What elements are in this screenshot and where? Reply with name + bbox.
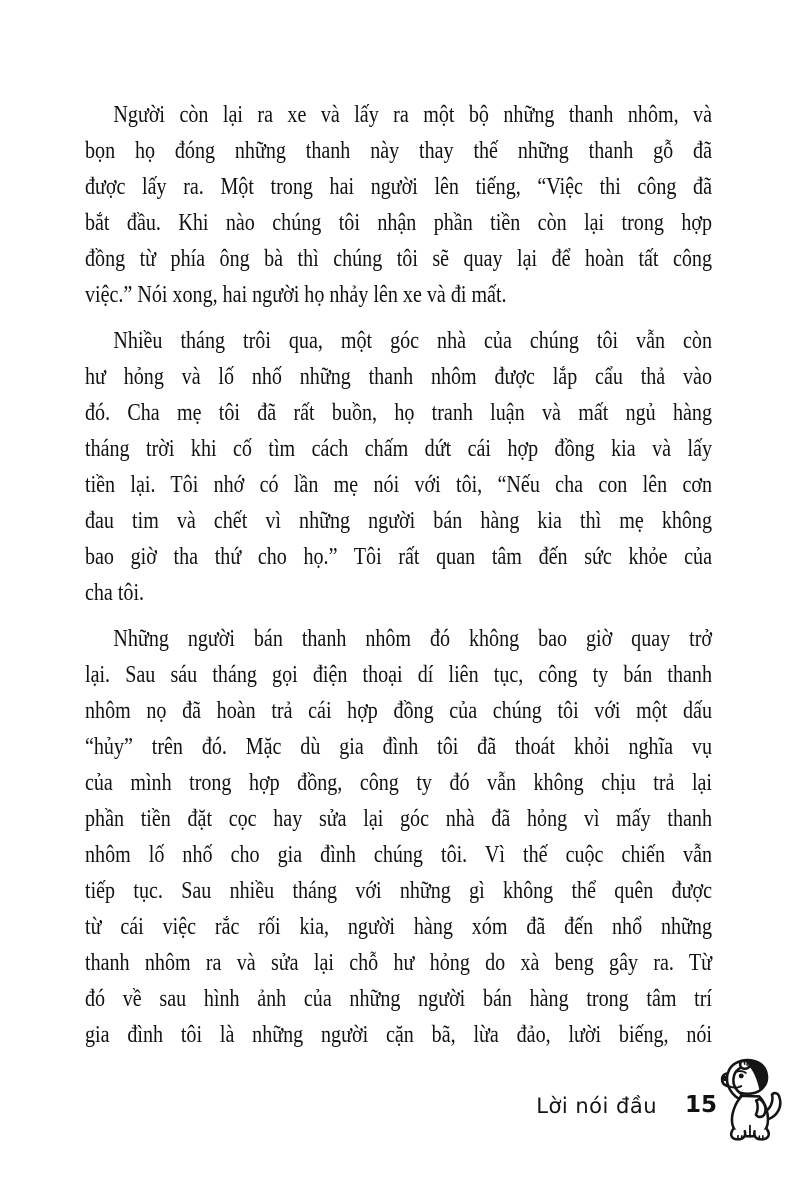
paragraph: [85, 323, 712, 611]
text-line: phần tiền đặt cọc hay sửa lại góc nhà đã hỏng vì mấy thanh: [85, 806, 712, 832]
text-line: bắt đầu. Khi nào chúng tôi nhận phần tiền còn lại trong hợp: [85, 210, 712, 236]
text-line: Nhiều tháng trôi qua, một góc nhà của chúng tôi vẫn còn: [113, 328, 712, 354]
body-text: [85, 97, 712, 1053]
text-line: cha tôi.: [85, 580, 145, 606]
text-line: bọn họ đóng những thanh này thay thế những thanh gỗ đã: [85, 138, 712, 164]
text-line: bao giờ tha thứ cho họ.” Tôi rất quan tâm đến sức khỏe của: [85, 544, 712, 570]
text-line: gia đình tôi là những người cặn bã, lừa đảo, lười biếng, nói: [85, 1022, 712, 1048]
text-line: thanh nhôm ra và sửa lại chỗ hư hỏng do xà beng gây ra. Từ: [85, 950, 712, 976]
text-line: nhôm nọ đã hoàn trả cái hợp đồng của chúng tôi với một dấu: [85, 698, 712, 724]
text-line: lại. Sau sáu tháng gọi điện thoại dí liên tục, công ty bán thanh: [85, 662, 712, 688]
text-line: đau tim và chết vì những người bán hàng kia thì mẹ không: [85, 508, 712, 534]
text-line: Người còn lại ra xe và lấy ra một bộ những thanh nhôm, và: [113, 102, 712, 128]
paragraph: [85, 97, 712, 313]
text-line: từ cái việc rắc rối kia, người hàng xóm đã đến nhổ những: [85, 914, 712, 940]
text-line: tháng trời khi cố tìm cách chấm dứt cái hợp đồng kia và lấy: [85, 436, 712, 462]
text-line: việc.” Nói xong, hai người họ nhảy lên xe và đi mất.: [85, 282, 507, 308]
text-line: nhôm lố nhố cho gia đình chúng tôi. Vì thế cuộc chiến vẫn: [85, 842, 712, 868]
text-line: đó. Cha mẹ tôi đã rất buồn, họ tranh luận và mất ngủ hàng: [85, 400, 712, 426]
text-line: hư hỏng và lố nhố những thanh nhôm được lắp cẩu thả vào: [85, 364, 712, 390]
paragraph: [85, 621, 712, 1053]
text-line: “hủy” trên đó. Mặc dù gia đình tôi đã thoát khỏi nghĩa vụ: [85, 734, 712, 760]
text-line: đó về sau hình ảnh của những người bán hàng trong tâm trí: [85, 986, 712, 1012]
dog-mascot-icon: [714, 1058, 790, 1142]
dog-eye: [739, 1073, 744, 1078]
footer-section-title: Lời nói đầu: [536, 1094, 657, 1118]
dog-nose: [722, 1076, 728, 1081]
text-line: Những người bán thanh nhôm đó không bao giờ quay trở: [113, 626, 712, 652]
text-line: tiếp tục. Sau nhiều tháng với những gì không thể quên được: [85, 878, 712, 904]
text-line: được lấy ra. Một trong hai người lên tiếng, “Việc thi công đã: [85, 174, 712, 200]
dog-arm-right: [756, 1099, 766, 1117]
text-line: của mình trong hợp đồng, công ty đó vẫn không chịu trả lại: [85, 770, 712, 796]
page-number: 15: [685, 1092, 718, 1118]
text-line: đồng từ phía ông bà thì chúng tôi sẽ quay lại để hoàn tất công: [85, 246, 712, 272]
text-line: tiền lại. Tôi nhớ có lần mẹ nói với tôi, “Nếu cha con lên cơn: [85, 472, 712, 498]
